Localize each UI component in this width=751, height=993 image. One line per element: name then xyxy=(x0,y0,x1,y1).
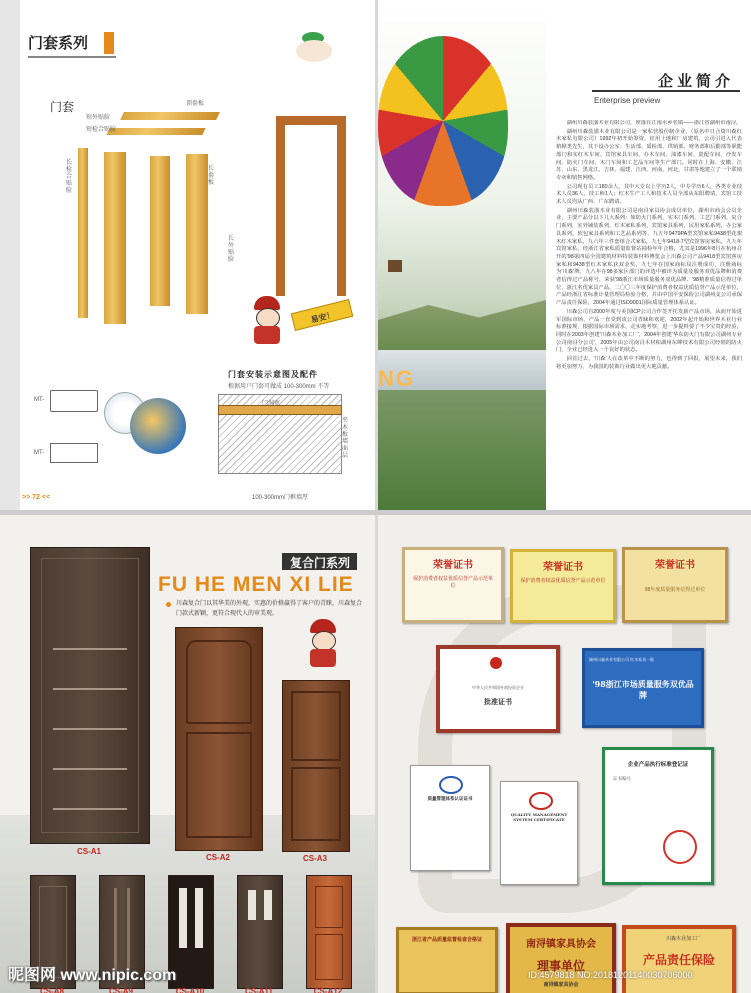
certificate-product-inspection xyxy=(396,927,498,993)
certificate-approval xyxy=(436,645,560,733)
hot-air-balloon-icon xyxy=(378,36,508,226)
certificate-honor-1 xyxy=(402,547,504,623)
balloon-text: NG xyxy=(378,366,415,391)
cert-title: QUALITY MANAGEMENT SYSTEM CERTIFICATE xyxy=(510,812,568,822)
door-code: CS-A9 xyxy=(108,987,133,993)
page-enterprise-profile xyxy=(378,0,751,510)
install-caption: 根据用户门套可做成 100-300mm 不等 xyxy=(228,384,330,390)
section-title-bar xyxy=(28,32,116,58)
label-short-outer: 短外贴脸 xyxy=(86,115,111,121)
cert-body: 理事单位 xyxy=(536,959,585,973)
install-title: 门套安装示意图及配件 xyxy=(228,370,318,379)
pinyin-title: FU HE MEN XI LIE xyxy=(158,573,354,596)
paragraph: 回首过去，'川森'人在改革中不断的努力，也得到了回报，展望未来，我们将更加努力，为我国的装饰行业做出更大地贡献。 xyxy=(556,356,742,370)
door-code: CS-A8 xyxy=(39,987,64,993)
profile-photo-2 xyxy=(130,398,186,454)
paragraph: 湖州川森装潢木业有限公司是南浔家具协会成员单位，湖州市商会会员企业，主要产品分以下几大系列：如防火门系列，实木门系列，工艺门系列，复合门系列，室外铺装系列，红木家私系列，宾馆家具系列，民用家私系列，办公家具系列，软包家具系列和工艺品系列等，九五年9479PA型宾馆家私9438型花架木红木家私，九六年三件套组合式家私，九七年9418-7型宾馆客房家私，九九年宾馆家私，经浙江省家私质量监督站抽检年年合格，尤其是1996年8月在杭州召开的'98第四届全国建筑材料特装饰材料博览会上川森公司产品9418型宾馆客房家私和9438型红木家私获双金奖，九七年在国家商标局注册成功，注册商标为'川森'牌，九八年在98多家区部门的评选中被评为质量及服务双优品牌和消费者信得过产品称号，荣获'98浙江市场质量服务双优品牌、'98精准质量信得过单位，浙江名优家具产品，二〇〇三年度保护消费者权益优质信誉产品示范单位，产品经浙江省标准计量管理局检验合格，并由中国平安保险公司湖州支公司承保产品责任保险，2004年通过ISO9001国际质量管理体系认证。 xyxy=(556,207,742,307)
banner-sign xyxy=(291,299,354,331)
certificate-quality-system-en xyxy=(500,781,578,885)
cert-title: 荣誉证书 xyxy=(433,560,473,571)
frame-strip-4 xyxy=(186,154,208,314)
label-top-board: 顶套板 xyxy=(186,101,205,107)
cert-body: 98年度质量服务信得过单位 xyxy=(644,587,706,593)
cert-title: 荣誉证书 xyxy=(543,562,583,573)
cert-title: 南浔镇家具协会 xyxy=(526,939,596,950)
cert-title: 荣誉证书 xyxy=(655,560,695,571)
bullet-icon xyxy=(166,602,171,607)
mascot-icon xyxy=(302,619,346,671)
id-watermark: ID:4579818 NO:20181201140030706000 xyxy=(528,970,693,980)
frame-strip-1 xyxy=(78,148,88,318)
door-code: CS-A11 xyxy=(244,987,273,993)
cert-body: 湖州川森木业有限公司 红木家具一批 xyxy=(589,657,655,662)
paragraph: 公司现有员工180余人，其中大专以上学历2人，中专学历6人，各类专业技术人员36人，技工师1人；红木生产工人和技术人员全部从东阳聘请，宾馆工技术人员均从广西、广东聘请。 xyxy=(556,183,742,206)
subtitle: 门套 xyxy=(50,100,75,114)
page-number: >> 72 << xyxy=(22,494,51,501)
series-description: 川森复合门以其华美的外观，实惠的价格赢得了客户的青睐，川森复合门款式新颖，更符合现代人的审美观。 xyxy=(176,601,363,617)
cert-body: 中华人民共和国外商投资企业 xyxy=(472,685,524,690)
plaque-product-liability xyxy=(622,925,736,993)
top-board xyxy=(120,112,220,120)
logo-icon xyxy=(296,30,338,66)
certificate-standard-registration xyxy=(602,747,714,885)
label-long-outer: 长外贴脸 xyxy=(228,236,235,263)
site-watermark: 昵图网 www.nipic.com xyxy=(8,967,177,984)
cert-title: 浙江省产品质量监督检查合格证 xyxy=(411,937,482,943)
dim-label-2: 100-300mm门框墙厚 xyxy=(252,495,309,501)
profile-shape-1 xyxy=(50,390,98,412)
profile-label-2: MT- xyxy=(34,450,45,456)
page-certificates xyxy=(378,515,751,993)
certificate-honor-2 xyxy=(510,549,616,623)
cert-body: 川森木业加工厂 xyxy=(666,936,702,942)
plaque-furniture-association xyxy=(506,923,616,993)
door-cs-a2 xyxy=(175,627,263,851)
door-cs-a11 xyxy=(237,875,283,989)
dim-label-1: 门洞宽 xyxy=(262,401,281,407)
door-code: CS-A10 xyxy=(175,987,205,993)
certificate-quality-system-cn xyxy=(410,765,490,871)
profile-subtitle: Enterprise preview xyxy=(594,96,661,105)
cert-logo-icon xyxy=(529,792,553,810)
top-board-inner xyxy=(106,128,205,135)
label-long-inner: 长检合贴脸 xyxy=(66,160,73,194)
series-title: 复合门系列 xyxy=(290,556,351,570)
paragraph: 湖州川森装潢木业有限公司，座落在江南水乡名镇——浙江省湖州市南浔。 xyxy=(566,120,742,126)
label-long-board: 长套板 xyxy=(208,166,215,186)
door-code: CS-A1 xyxy=(76,847,101,856)
paragraph: 湖州川森装潢木业有限公司是一家私营股份制企业，（原名中日合资川森红木家私有限公司）1992年初开始筹资，征用土地和厂房建筑，公司引进入代表植樟类先生，其下设办公室：生活部、质检部、供销部、财务部和后勤部等职能部门和实红木车间、宾馆家具车间、办木车间、油漆车间、瓷配车间、沙发车间、防火门车间、木门车间和工艺品车间等生产部门。同时在上海、安徽、江苏、山东、黑龙江、吉林、福建、江西、河南、河北、甘肃等地建立了一个联销专卖和销售网络。 xyxy=(556,128,742,181)
page-door-frame-series xyxy=(0,0,375,510)
label-short-inner: 短检合贴脸 xyxy=(86,127,117,133)
certificate-dual-quality-brand xyxy=(582,648,704,728)
banner-text: 易安！ xyxy=(309,310,336,325)
emblem-icon xyxy=(490,657,502,669)
door-code: CS-A3 xyxy=(302,854,327,863)
section-title: 门套系列 xyxy=(28,35,89,52)
center-gutter-vertical xyxy=(375,0,378,993)
door-cs-a3 xyxy=(282,680,350,852)
door-code: CS-A2 xyxy=(205,853,230,862)
certificate-honor-3 xyxy=(622,547,728,623)
profile-body xyxy=(556,120,742,500)
profile-label-1: MT- xyxy=(34,397,45,403)
profile-title: 企业简介 xyxy=(658,72,735,90)
title-accent xyxy=(104,32,114,54)
cert-body: 保护消费者权益优质信誉产品示范单位 xyxy=(412,576,493,589)
door-cs-a12 xyxy=(306,875,352,989)
seal-icon xyxy=(663,830,697,864)
cert-logo-icon xyxy=(439,776,463,794)
cert-title: 产品责任保险 xyxy=(642,953,715,967)
cert-title: 质量管理体系认证证书 xyxy=(427,797,473,802)
cert-body: 证书编号 xyxy=(613,776,631,781)
door-code: CS-A12 xyxy=(313,987,343,993)
page-composite-door-series xyxy=(0,515,375,993)
center-gutter-horizontal xyxy=(0,510,751,515)
frame-strip-2 xyxy=(104,152,126,324)
plaque-footer: 南浔镇家具协会 xyxy=(543,982,579,988)
profile-shape-2 xyxy=(50,443,98,463)
frame-strip-3 xyxy=(150,156,170,306)
title-underline xyxy=(592,90,740,92)
side-band xyxy=(0,0,20,510)
paragraph: 川森公司自2000年度与美国ICP公司合作签开托发新产品市场，从而开始进军国际市场，产品一直受到该公司青睐和欢迎，2002年起开始和世界木业行业标准接规，根据国际市场需求，走实地考察，进一步提料要了不少宝贵的经验，同时在2003年创建'川森木业加工厂'，2004年创建'华东防火门有限公司湖州专业公司南浔分公司'，2005年由公司南浔木材和湖州东峰技术有限公司经销的防火门，全业已经进入一个良好的状态。 xyxy=(556,308,742,354)
door-cs-a1 xyxy=(30,547,150,844)
cert-title: '98浙江市场质量服务双优品牌 xyxy=(592,679,694,700)
cert-title: 企业产品执行标准登记证 xyxy=(627,762,689,768)
dim-label-3: 夹木板墙面层 xyxy=(342,418,349,459)
mascot-icon xyxy=(246,296,290,348)
cert-title: 批准证书 xyxy=(484,697,512,706)
cert-body: 保护消费者权益优质信誉产品示范单位 xyxy=(520,578,606,584)
assembled-frame xyxy=(276,116,346,296)
